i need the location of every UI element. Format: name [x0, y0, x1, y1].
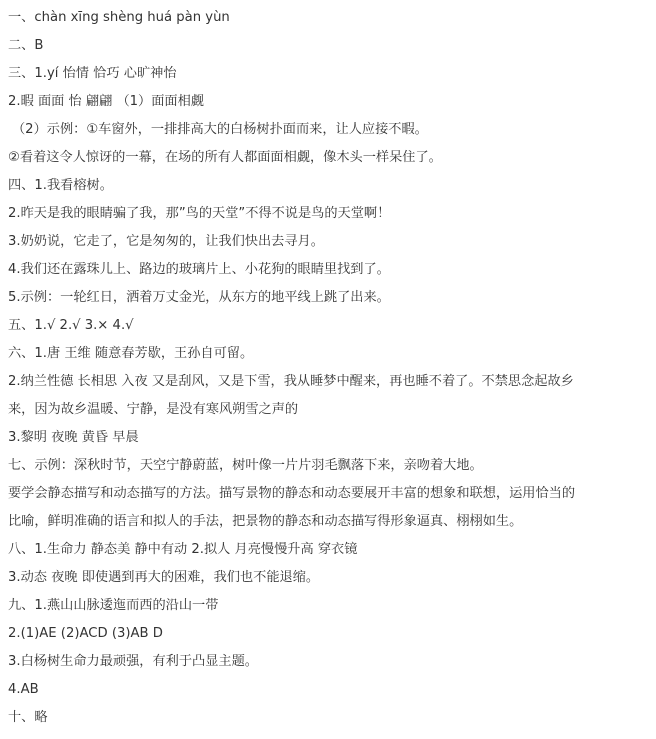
answer-line-6: ②看着这令人惊讶的一幕，在场的所有人都面面相觑，像木头一样呆住了。: [8, 150, 442, 165]
answer-line-2: 二、B: [8, 38, 44, 53]
answer-line-18: 要学会静态描写和动态描写的方法。描写景物的静态和动态要展开丰富的想象和联想，运用恰当的: [8, 486, 576, 501]
answer-line-19: 比喻，鲜明准确的语言和拟人的手法，把景物的静态和动态描写得形象逼真、栩栩如生。: [8, 514, 523, 529]
answer-line-1: 一、chàn xīng shèng huá pàn yùn: [8, 10, 230, 25]
answer-key-document: [8, 4, 654, 732]
answer-line-24: 3.白杨树生命力最顽强，有利于凸显主题。: [8, 654, 258, 669]
answer-line-26: 十、略: [8, 710, 48, 725]
answer-line-15: 来，因为故乡温暖、宁静，是没有寒风朔雪之声的: [8, 402, 299, 417]
answer-line-7: 四、1.我看榕树。: [8, 178, 113, 193]
answer-line-16: 3.黎明 夜晚 黄昏 早晨: [8, 430, 139, 445]
answer-line-21: 3.动态 夜晚 即使遇到再大的困难，我们也不能退缩。: [8, 570, 320, 585]
answer-line-25: 4.AB: [8, 682, 39, 697]
answer-line-8: 2.昨天是我的眼睛骗了我，那”鸟的天堂”不得不说是鸟的天堂啊！: [8, 206, 391, 221]
answer-line-17: 七、示例：深秋时节，天空宁静蔚蓝，树叶像一片片羽毛飘落下来，亲吻着大地。: [8, 458, 483, 473]
answer-line-4: 2.暇 面面 怡 翩翩 （1）面面相觑: [8, 94, 204, 109]
answer-line-11: 5.示例：一轮红日，洒着万丈金光，从东方的地平线上跳了出来。: [8, 290, 390, 305]
answer-line-10: 4.我们还在露珠儿上、路边的玻璃片上、小花狗的眼睛里找到了。: [8, 262, 390, 277]
answer-line-12: 五、1.√ 2.√ 3.× 4.√: [8, 318, 134, 333]
answer-line-9: 3.奶奶说，它走了，它是匆匆的，让我们快出去寻月。: [8, 234, 324, 249]
answer-line-5: （2）示例：①车窗外，一排排高大的白杨树扑面而来，让人应接不暇。: [12, 122, 428, 137]
answer-line-23: 2.(1)AE (2)ACD (3)AB D: [8, 626, 163, 641]
answer-line-20: 八、1.生命力 静态美 静中有动 2.拟人 月亮慢慢升高 穿衣镜: [8, 542, 358, 557]
answer-line-13: 六、1.唐 王维 随意春芳歇，王孙自可留。: [8, 346, 254, 361]
answer-line-22: 九、1.燕山山脉逶迤而西的沿山一带: [8, 598, 219, 613]
answer-line-3: 三、1.yí 怡情 恰巧 心旷神怡: [8, 66, 177, 81]
answer-line-14: 2.纳兰性德 长相思 入夜 又是刮风，又是下雪，我从睡梦中醒来，再也睡不着了。不禁思念起故乡: [8, 374, 574, 389]
